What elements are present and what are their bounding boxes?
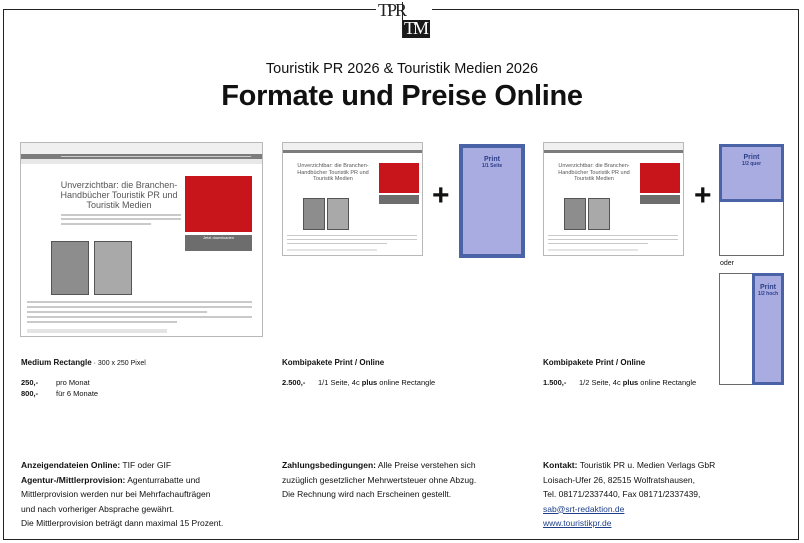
product-2-desc: 1/1 Seite, 4c plus online Rectangle [318,378,436,387]
website-mockup-large: Unverzichtbar: die Branchen-Handbücher Touristik PR und Touristik Medien Jetzt downloaden [20,142,263,337]
product-1-desc-2: für 6 Monate [56,389,99,398]
mockup-headline: Unverzichtbar: die Branchen-Handbücher Touristik PR und Touristik Medien [60,180,178,210]
footer-middle: Zahlungsbedingungen: Alle Preise verstehen sich zuzüglich gesetzlicher Mehrwertsteuer ohne Abzug. Die Rechnung wird nach Erscheinen gestellt. [282,460,477,499]
product-3-desc: 1/2 Seite, 4c plus online Rectangle [579,378,697,387]
print-box-half-hoch: Print 1/2 hoch [752,273,784,385]
plus-sign-2: + [694,179,712,212]
product-3-price: 1.500,- [543,378,567,387]
footer-right: Kontakt: Touristik PR u. Medien Verlags GbR Loisach-Ufer 26, 82515 Wolfratshausen, Tel. 08171/2337440, Fax 08171/2337439, sab@srt-redaktion.de www.touristikpr.de [543,460,716,528]
product-1-desc-1: pro Monat [56,378,90,387]
print-box-full-page: Print 1/1 Seite [459,144,525,258]
product-1-price-1: 250,- [21,378,39,387]
rectangle-ad-slot [185,176,252,232]
logo-top-text: TPR [378,0,406,20]
website-link[interactable]: www.touristikpr.de [543,518,612,528]
oder-label: oder [720,260,735,267]
print-box-half-quer: Print 1/2 quer [719,144,784,202]
page-subtitle: Touristik PR 2026 & Touristik Medien 2026 [265,61,539,77]
email-link[interactable]: sab@srt-redaktion.de [543,503,625,514]
page-title: Formate und Preise Online [221,80,583,112]
logo [376,0,432,38]
product-1-price-2: 800,- [21,389,39,398]
mockup-headline-small-2: Unverzichtbar: die Branchen-Handbücher Touristik PR und Touristik Medien [558,163,630,182]
product-3-title: Kombipakete Print / Online [543,358,646,367]
website-mockup-small-2 [543,142,684,256]
product-1-title: Medium Rectangle · 300 x 250 Pixel [21,358,146,367]
mockup-headline-small-1: Unverzichtbar: die Branchen-Handbücher Touristik PR und Touristik Medien [297,163,369,182]
logo-bottom-text: TM [404,18,427,38]
plus-sign-1: + [432,179,450,212]
product-2-title: Kombipakete Print / Online [282,358,385,367]
product-2-price: 2.500,- [282,378,306,387]
footer-left: Anzeigendateien Online: TIF oder GIF Agentur-/Mittlerprovision: Agenturrabatte und Mittlerprovision werden nur bei Mehrfachaufträgen und nach vorheriger Absprache gewährt. Die Mittlerprovision beträgt dann maximal 15 Prozent. [21,460,224,528]
website-mockup-small-1 [282,142,423,256]
